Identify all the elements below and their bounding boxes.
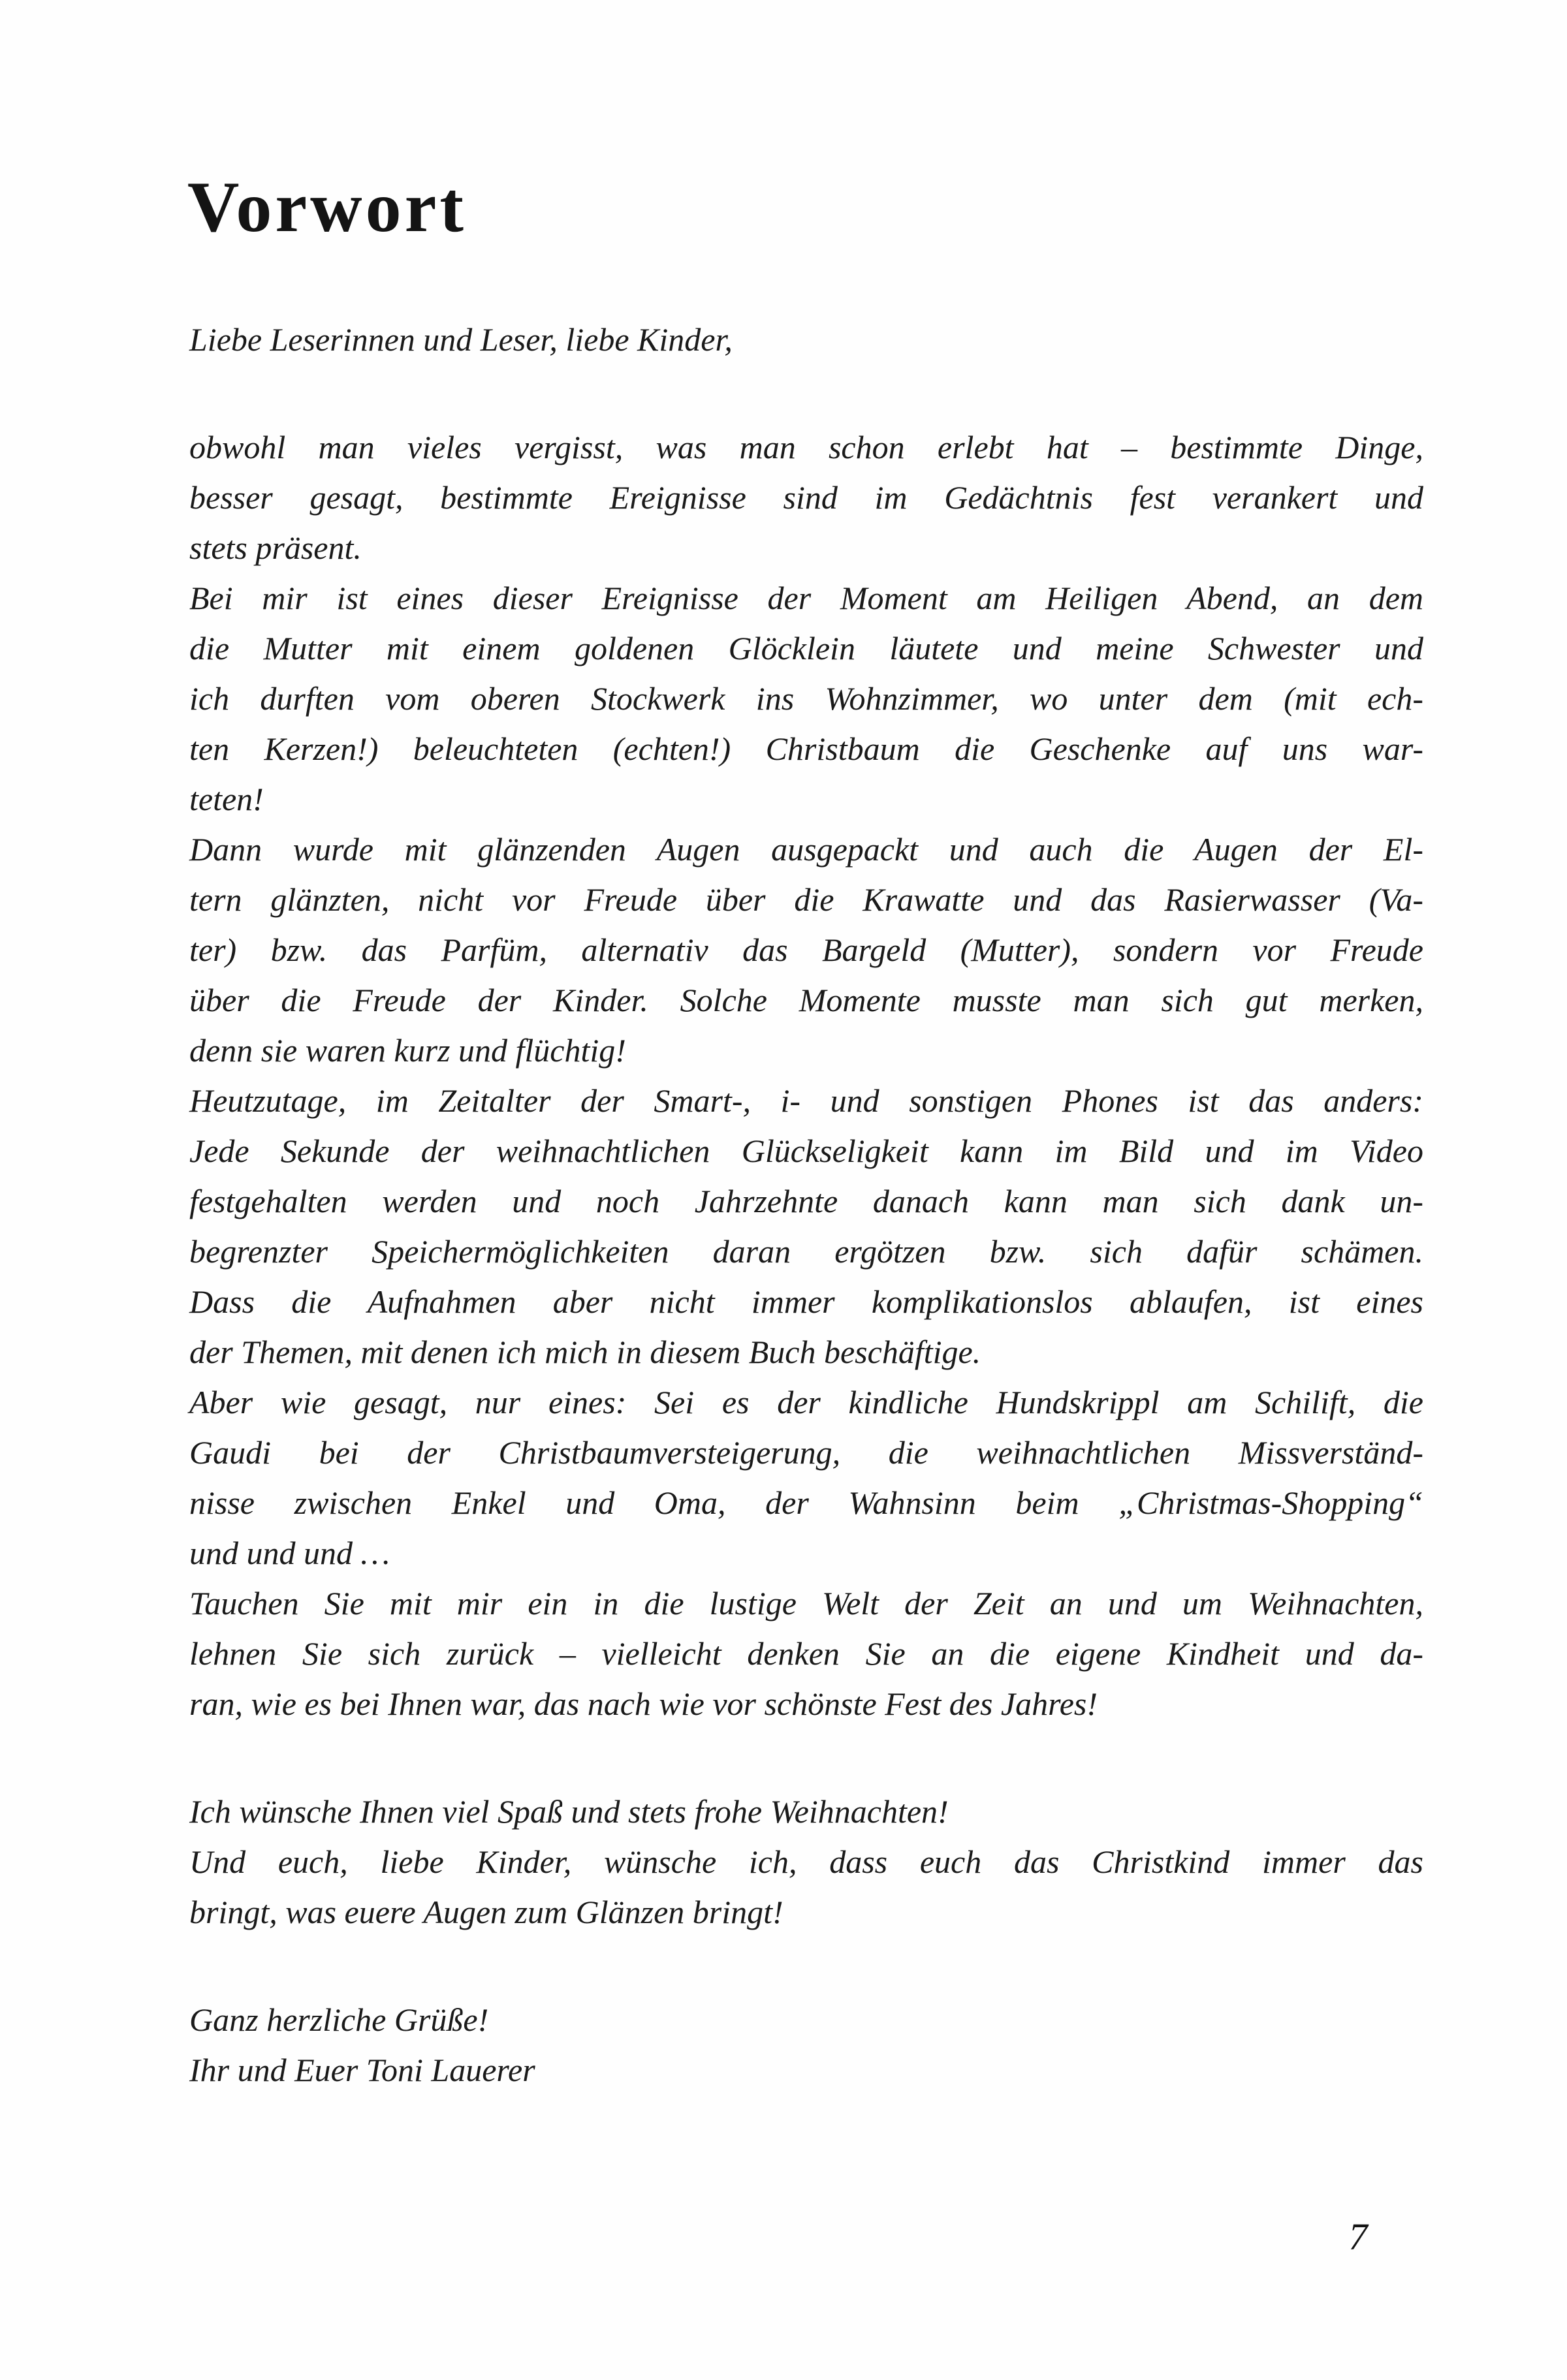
text-line: Liebe Leserinnen und Leser, liebe Kinder, [189,321,733,358]
text-line: begrenzter Speichermöglichkeiten daran ergötzen bzw. sich dafür schämen. [189,1233,1423,1270]
text-line: Jede Sekunde der weihnachtlichen Glückseligkeit kann im Bild und im Video [189,1133,1423,1169]
text-line: der Themen, mit denen ich mich in diesem Buch beschäftige. [189,1334,981,1370]
text-line: Dann wurde mit glänzenden Augen ausgepackt und auch die Augen der El- [189,831,1423,868]
text-line: und und und … [189,1535,390,1571]
text-line: tern glänzten, nicht vor Freude über die Krawatte und das Rasierwasser (Va- [189,881,1423,918]
text-line: nisse zwischen Enkel und Oma, der Wahnsinn beim „Christmas-Shopping“ [189,1484,1423,1521]
text-line: teten! [189,781,264,817]
text-line: Ich wünsche Ihnen viel Spaß und stets frohe Weihnachten! [189,1793,949,1830]
text-line: Heutzutage, im Zeitalter der Smart-, i- und sonstigen Phones ist das anders: [189,1082,1423,1119]
text-line: ich durften vom oberen Stockwerk ins Wohnzimmer, wo unter dem (mit ech- [189,680,1423,717]
text-line: denn sie waren kurz und flüchtig! [189,1032,626,1069]
text-line: ran, wie es bei Ihnen war, das nach wie vor schönste Fest des Jahres! [189,1685,1098,1722]
text-line: bringt, was euere Augen zum Glänzen bringt! [189,1894,784,1930]
text-line: über die Freude der Kinder. Solche Momente musste man sich gut merken, [189,982,1423,1018]
text-line: die Mutter mit einem goldenen Glöcklein läutete und meine Schwester und [189,630,1423,666]
text-line: lehnen Sie sich zurück – vielleicht denken Sie an die eigene Kindheit und da- [189,1635,1423,1672]
text-line: ter) bzw. das Parfüm, alternativ das Bargeld (Mutter), sondern vor Freude [189,932,1423,968]
preface-text [189,315,1423,2095]
text-line: stets präsent. [189,529,362,566]
page-title: Vorwort [187,167,467,247]
text-line: Und euch, liebe Kinder, wünsche ich, dass euch das Christkind immer das [189,1843,1423,1880]
page-number: 7 [1348,2216,1368,2258]
text-line: festgehalten werden und noch Jahrzehnte danach kann man sich dank un- [189,1183,1423,1219]
text-line: Ganz herzliche Grüße! [189,2001,489,2038]
text-line: Tauchen Sie mit mir ein in die lustige Welt der Zeit an und um Weihnachten, [189,1585,1423,1621]
text-line: Aber wie gesagt, nur eines: Sei es der kindliche Hundskrippl am Schilift, die [189,1384,1423,1420]
text-line: Ihr und Euer Toni Lauerer [189,2052,535,2088]
text-line: besser gesagt, bestimmte Ereignisse sind im Gedächtnis fest verankert und [189,479,1423,516]
text-line: Dass die Aufnahmen aber nicht immer komplikationslos ablaufen, ist eines [189,1283,1423,1320]
text-line: Bei mir ist eines dieser Ereignisse der Moment am Heiligen Abend, an dem [189,580,1423,616]
text-line: ten Kerzen!) beleuchteten (echten!) Christbaum die Geschenke auf uns war- [189,730,1423,767]
text-line: Gaudi bei der Christbaumversteigerung, die weihnachtlichen Missverständ- [189,1434,1423,1471]
text-line: obwohl man vieles vergisst, was man schon erlebt hat – bestimmte Dinge, [189,429,1423,465]
